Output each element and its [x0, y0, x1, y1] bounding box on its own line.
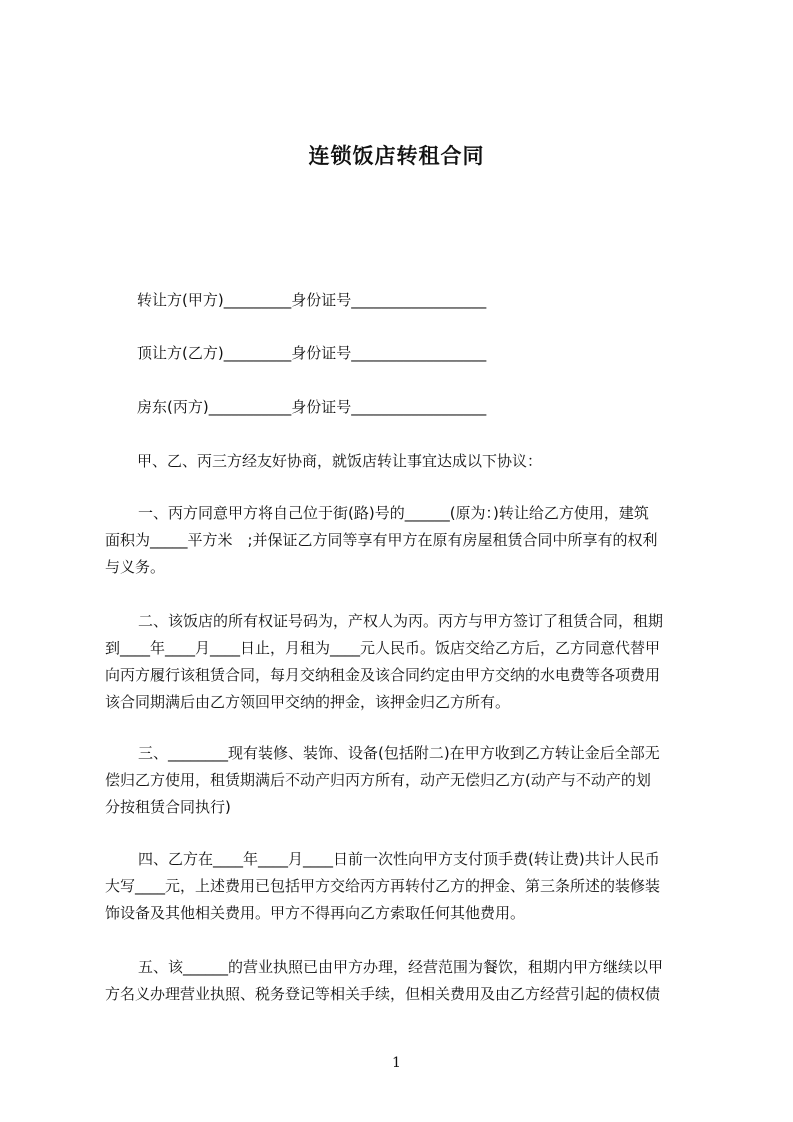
- clause-1: [105, 500, 698, 581]
- clause-5-line-1: 五、该______的营业执照已由甲方办理，经营范围为餐饮，租期内甲方继续以甲: [138, 958, 664, 976]
- intro-paragraph: 甲、乙、丙三方经友好协商，就饭店转让事宜达成以下协议：: [137, 452, 543, 470]
- party-landlord-line: 房东(丙方)___________身份证号__________________: [137, 398, 487, 416]
- clause-5: [105, 954, 698, 1008]
- clause-1-line-2: 面积为_____平方米 ;并保证乙方同等享有甲方在原有房屋租赁合同中所享有的权利: [105, 531, 658, 549]
- clause-3-line-3: 分按租赁合同执行): [105, 798, 231, 816]
- party-transferee-line: 顶让方(乙方)_________身份证号__________________: [137, 344, 487, 362]
- clause-2-line-2: 到____年____月____日止，月租为____元人民币。饭店交给乙方后，乙方同意代替甲: [105, 639, 661, 657]
- clause-2: [105, 608, 698, 716]
- page-number: 1: [392, 1055, 401, 1071]
- page-title: 连锁饭店转租合同: [308, 144, 485, 168]
- clause-1-line-1: 一、丙方同意甲方将自己位于街(路)号的______(原为：)转让给乙方使用，建筑: [138, 504, 649, 522]
- clause-1-line-3: 与义务。: [105, 558, 166, 576]
- clause-5-line-2: 方名义办理营业执照、税务登记等相关手续，但相关费用及由乙方经营引起的债权债: [105, 985, 661, 1003]
- clause-4-line-1: 四、乙方在____年____月____日前一次性向甲方支付顶手费(转让费)共计人民币: [138, 850, 660, 868]
- clause-3-line-2: 偿归乙方使用，租赁期满后不动产归丙方所有，动产无偿归乙方(动产与不动产的划: [105, 771, 651, 789]
- clause-3-line-1: 三、________现有装修、装饰、设备(包括附二)在甲方收到乙方转让金后全部无: [138, 744, 660, 762]
- party-transferor-line: 转让方(甲方)_________身份证号__________________: [137, 291, 487, 309]
- clause-2-line-3: 向丙方履行该租赁合同，每月交纳租金及该合同约定由甲方交纳的水电费等各项费用: [105, 666, 661, 684]
- clause-4-line-3: 饰设备及其他相关费用。甲方不得再向乙方索取任何其他费用。: [105, 904, 526, 922]
- clause-3: [105, 740, 698, 821]
- clause-2-line-1: 二、该饭店的所有权证号码为，产权人为丙。丙方与甲方签订了租赁合同，租期: [138, 612, 664, 630]
- clause-4: [105, 846, 698, 927]
- clause-2-line-4: 该合同期满后由乙方领回甲交纳的押金，该押金归乙方所有。: [105, 693, 511, 711]
- clause-4-line-2: 大写____元，上述费用已包括甲方交给丙方再转付乙方的押金、第三条所述的装修装: [105, 877, 661, 895]
